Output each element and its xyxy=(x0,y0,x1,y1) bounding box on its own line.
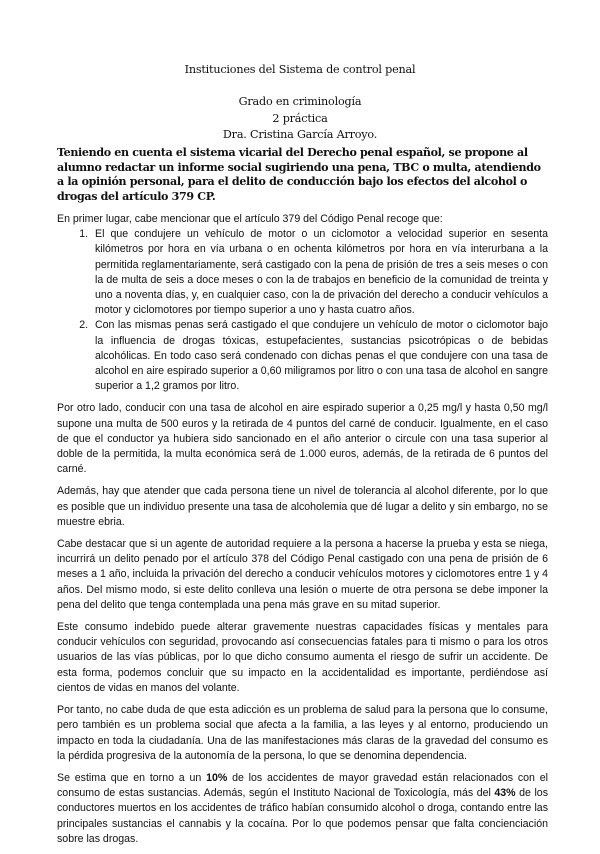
tolerance-paragraph: Además, hay que atender que cada persona tiene un nivel de tolerancia al alcohol diferente, por lo que es posible que un individuo presente una tasa de alcoholemia que dé lugar a delito y sin embargo, no se muestre ebria. xyxy=(57,485,548,528)
refusal-paragraph: Cabe destacar que si un agente de autoridad requiere a la persona a hacerse la prueba y esta se niega, incurrirá un delito penado por el artículo 378 del Código Penal castigado con una pena de prisión de 6 meses a 1 año, incluida la privación del derecho a conducir vehículos motores y ciclomotores entre 1 y 4 años. Del mismo modo, si este delito conlleva una lesión o muerte de otra persona se debe imponer la pena del delito que tenga contemplada una pena más grave en su mitad superior. xyxy=(57,538,548,611)
assignment-statement: Teniendo en cuenta el sistema vicarial del Derecho penal español, se propone al alumno redactar un informe social sugiriendo una pena, TBC o multa, atendiendo a la opinión personal, para el delito de conducción bajo los efectos del alcohol o drogas del artículo 379 CP. xyxy=(57,146,541,203)
list-item: 2. Con las mismas penas será castigado el que condujere un vehículo de motor o ciclomotor bajo la influencia de drogas tóxicas, estupefacientes, sustancias psicotrópicas o de bebidas alcohólicas. En todo caso será condenado con dichas penas el que condujere con una tasa de alcohol en aire espirado superior a 0,60 miligramos por litro o con una tasa de alcohol en sangre superior a 1,2 gramos por litro. xyxy=(91,318,548,394)
stat-10-percent: 10% xyxy=(206,771,228,784)
professor-name: Dra. Cristina García Arroyo. xyxy=(222,128,378,141)
statistics-paragraph xyxy=(57,771,548,847)
social-problem-paragraph: Por tanto, no cabe duda de que esta adicción es un problema de salud para la persona que lo consume, pero también es un problema social que afecta a la familia, a las leyes y al entorno, produciendo un impacto en toda la ciudadanía. Una de las manifestaciones más claras de la gravedad del consumo es la pérdida progresiva de la autonomía de la persona, lo que se denomina dependencia. xyxy=(57,704,548,762)
statistics-text-1: Se estima que en torno a un xyxy=(57,771,207,784)
report-body xyxy=(57,212,548,854)
article-intro-paragraph: En primer lugar, cabe mencionar que el artículo 379 del Código Penal recoge que: xyxy=(57,213,443,225)
statistics-text-3: de los conductores muertos en los accidentes de tráfico habían consumido alcohol o droga, contando entre las principales sustancias el cannabis y la cocaína. Por lo que podemos pensar que falta concienciación sobre las drogas. xyxy=(57,787,548,845)
stat-43-percent: 43% xyxy=(494,787,516,800)
fines-paragraph: Por otro lado, conducir con una tasa de alcohol en aire espirado superior a 0,25 mg/l y hasta 0,50 mg/l supone una multa de 500 euros y la retirada de 4 puntos del carné de conducir. Igualmente, en el caso de que el conductor ya hubiera sido sancionado en el año anterior o circule con una tasa superior al doble de la permitida, la multa económica será de 1.000 euros, además, de la retirada de 6 puntos del carné. xyxy=(57,402,548,476)
practice-label: 2 práctica xyxy=(272,112,328,125)
consumption-risk-paragraph: Este consumo indebido puede alterar gravemente nuestras capacidades físicas y mentales para conducir vehículos con seguridad, provocando así consecuencias fatales para ti mismo o para los otros usuarios de las vías públicas, por lo que dicho consumo aumenta el riesgo de sufrir un accidente. De esta forma, podemos concluir que su impacto en la accidentalidad es importante, perdiéndose así cientos de vidas en manos del volante. xyxy=(57,621,548,694)
degree-name: Grado en criminología xyxy=(238,95,362,108)
article-379-list xyxy=(57,227,548,394)
course-title: Instituciones del Sistema de control penal xyxy=(184,63,416,76)
list-item: 1. El que condujere un vehículo de motor o un ciclomotor a velocidad superior en sesenta kilómetros por hora en vía urbana o en ochenta kilómetros por hora en vía interurbana a la permitida reglamentariamente, será castigado con la pena de prisión de tres a seis meses o con la de multa de seis a doce meses o con la de trabajos en beneficio de la comunidad de treinta y uno a noventa días, y, en cualquier caso, con la de privación del derecho a conducir vehículos a motor y ciclomotores por tiempo superior a uno y hasta cuatro años. xyxy=(91,227,548,318)
statistics-text-2: de los accidentes de mayor gravedad están relacionados con el consumo de estas sustancias. Además, según el Instituto Nacional de Toxicología, más del xyxy=(57,771,549,800)
